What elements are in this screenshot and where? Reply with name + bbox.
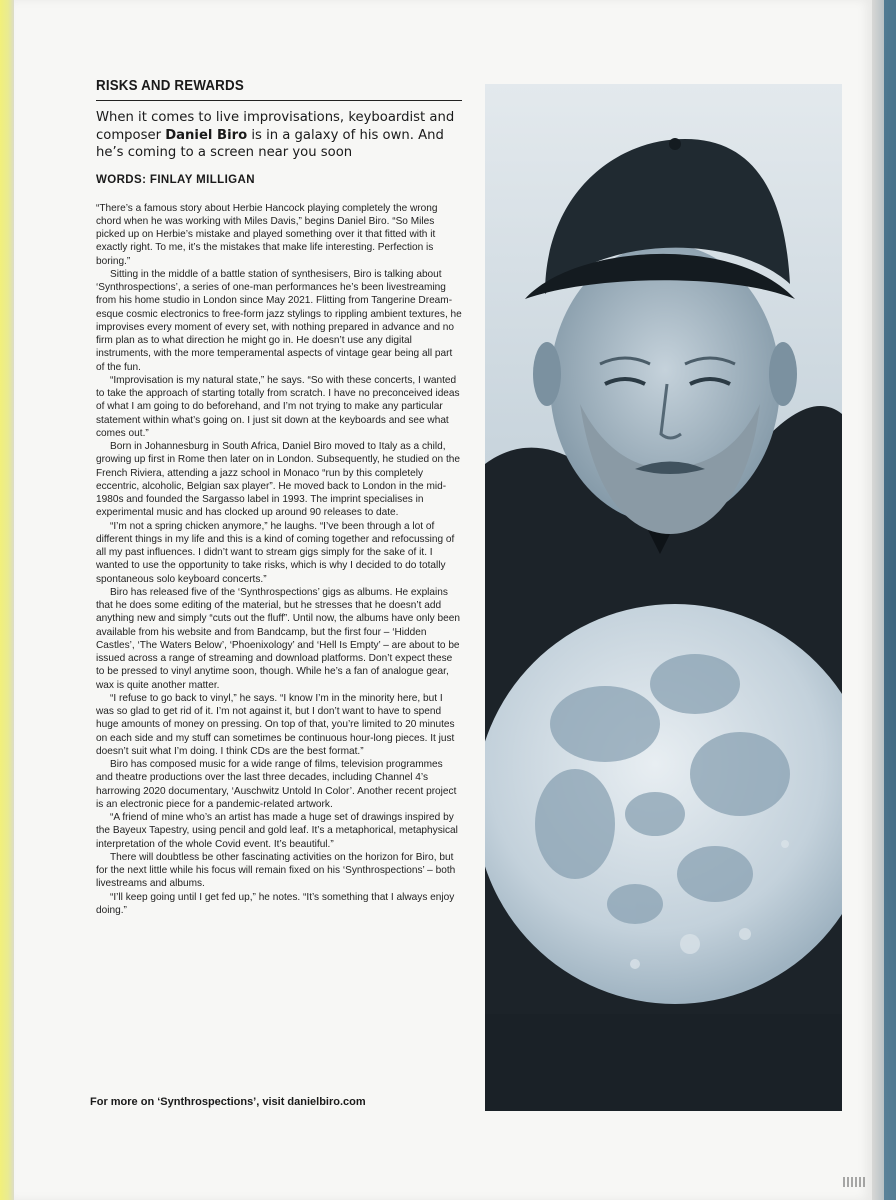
paragraph: Born in Johannesburg in South Africa, Daniel Biro moved to Italy as a child, growing up first in Rome then later on in London. Subsequently, he studied on the French Riviera, attending a jazz school in Monaco “run by this completely eccentric, alcoholic, Belgian sax player”. He moved back to London in the mid-1980s and founded the Sargasso label in 1993. The imprint specialises in experimental music and has clocked up around 90 releases to date. bbox=[96, 441, 460, 519]
portrait-photo bbox=[485, 84, 842, 1111]
paragraph: “There’s a famous story about Herbie Hancock playing completely the wrong chord when he was working with Miles Davis,” begins Daniel Biro. “So Miles picked up on Herbie’s mistake and played something over it that fitted with it exactly right. To me, it’s the mistakes that make life interesting. Perfection is boring.” bbox=[96, 202, 438, 267]
paragraph: “A friend of mine who’s an artist has made a huge set of drawings inspired by the Bayeux Tapestry, using pencil and gold leaf. It’s a metaphorical, metaphysical interpretation of the whole Covid event. It’s beautiful.” bbox=[96, 812, 458, 850]
standfirst-name: Daniel Biro bbox=[165, 127, 248, 143]
paragraph: “I refuse to go back to vinyl,” he says. “I know I’m in the minority here, but I was so glad to get rid of it. I’m not against it, but I don’t want to have to spend huge amounts of money on pressing. On top of that, you’re limited to 20 minutes on each side and my stuff can sometimes be continuous hour-long pieces. It just doesn’t suit what I’m doing. I think CDs are the best format.” bbox=[96, 692, 455, 757]
next-page-strip bbox=[884, 0, 896, 1200]
next-page-edge bbox=[872, 0, 896, 1200]
standfirst bbox=[96, 109, 456, 162]
yellow-page-edge bbox=[0, 0, 14, 1200]
standfirst-lead: When it comes to live improvisations, keyboardist and composer bbox=[96, 110, 455, 143]
page-number-mark bbox=[843, 1177, 867, 1187]
paragraph: Biro has composed music for a wide range of films, television programmes and theatre productions over the last three decades, including Channel 4’s harrowing 2020 documentary, ‘Auschwitz Untold In Color’. Another recent project is an electronic piece for a pandemic-related artwork. bbox=[96, 759, 457, 810]
paragraph: Biro has released five of the ‘Synthrospections’ gigs as albums. He explains that he does some editing of the material, but he stresses that he doesn’t add anything new and simply “cuts out the fluff”. Until now, the albums have only been available from his website and from Bandcamp, but the first four – ‘Hidden Castles’, ‘The Waters Below’, ‘Phoenixology’ and ‘Hell Is Empty’ – are about to be issued across a range of streaming and download platforms. Don’t expect these to be pressed to vinyl anytime soon, though. While he’s a fan of analogue gear, wax is quite another matter. bbox=[96, 586, 460, 691]
portrait-illustration bbox=[485, 84, 842, 1111]
article-body bbox=[96, 202, 462, 918]
paragraph: “Improvisation is my natural state,” he says. “So with these concerts, I wanted to take the approach of starting totally from scratch. I have no preconceived ideas of what I am going to do beforehand, and I’m not trying to make any particular statement within what’s going on. I just sit down at the keyboards and see what comes out.” bbox=[96, 374, 460, 439]
paragraph: There will doubtless be other fascinating activities on the horizon for Biro, but for the next little while his focus will remain fixed on his ‘Synthrospections’ – both livestreams and albums. bbox=[96, 851, 456, 890]
section-title: RISKS AND REWARDS bbox=[96, 78, 244, 94]
footer-link-note: For more on ‘Synthrospections’, visit danielbiro.com bbox=[90, 1096, 366, 1108]
paragraph: “I’ll keep going until I get fed up,” he notes. “It’s something that I always enjoy doing.” bbox=[96, 891, 455, 916]
standfirst-tail: is in a galaxy of his own. And he’s coming to a screen near you soon bbox=[96, 127, 444, 160]
title-rule bbox=[96, 100, 462, 101]
byline: WORDS: FINLAY MILLIGAN bbox=[96, 173, 255, 186]
paragraph: “I’m not a spring chicken anymore,” he laughs. “I’ve been through a lot of different things in my life and this is a kind of coming together and refocussing of all my past influences. I didn’t want to stream gigs simply for the sake of it. I wanted to use the opportunity to take risks, which is why I decided to do totally spontaneous solo keyboard concerts.” bbox=[96, 520, 455, 585]
paragraph: Sitting in the middle of a battle station of synthesisers, Biro is talking about ‘Synthrospections’, a series of one-man performances he’s been livestreaming from his home studio in London since May 2021. Flitting from Tangerine Dream-esque cosmic electronics to free-form jazz stylings to rippling ambient textures, he improvises every moment of every set, with nothing prepared in advance and no firm plan as to what direction he might go in. He doesn’t use any digital instruments, with the more temperamental aspects of vintage gear being all part of the fun. bbox=[96, 268, 462, 373]
article-column bbox=[96, 78, 462, 917]
